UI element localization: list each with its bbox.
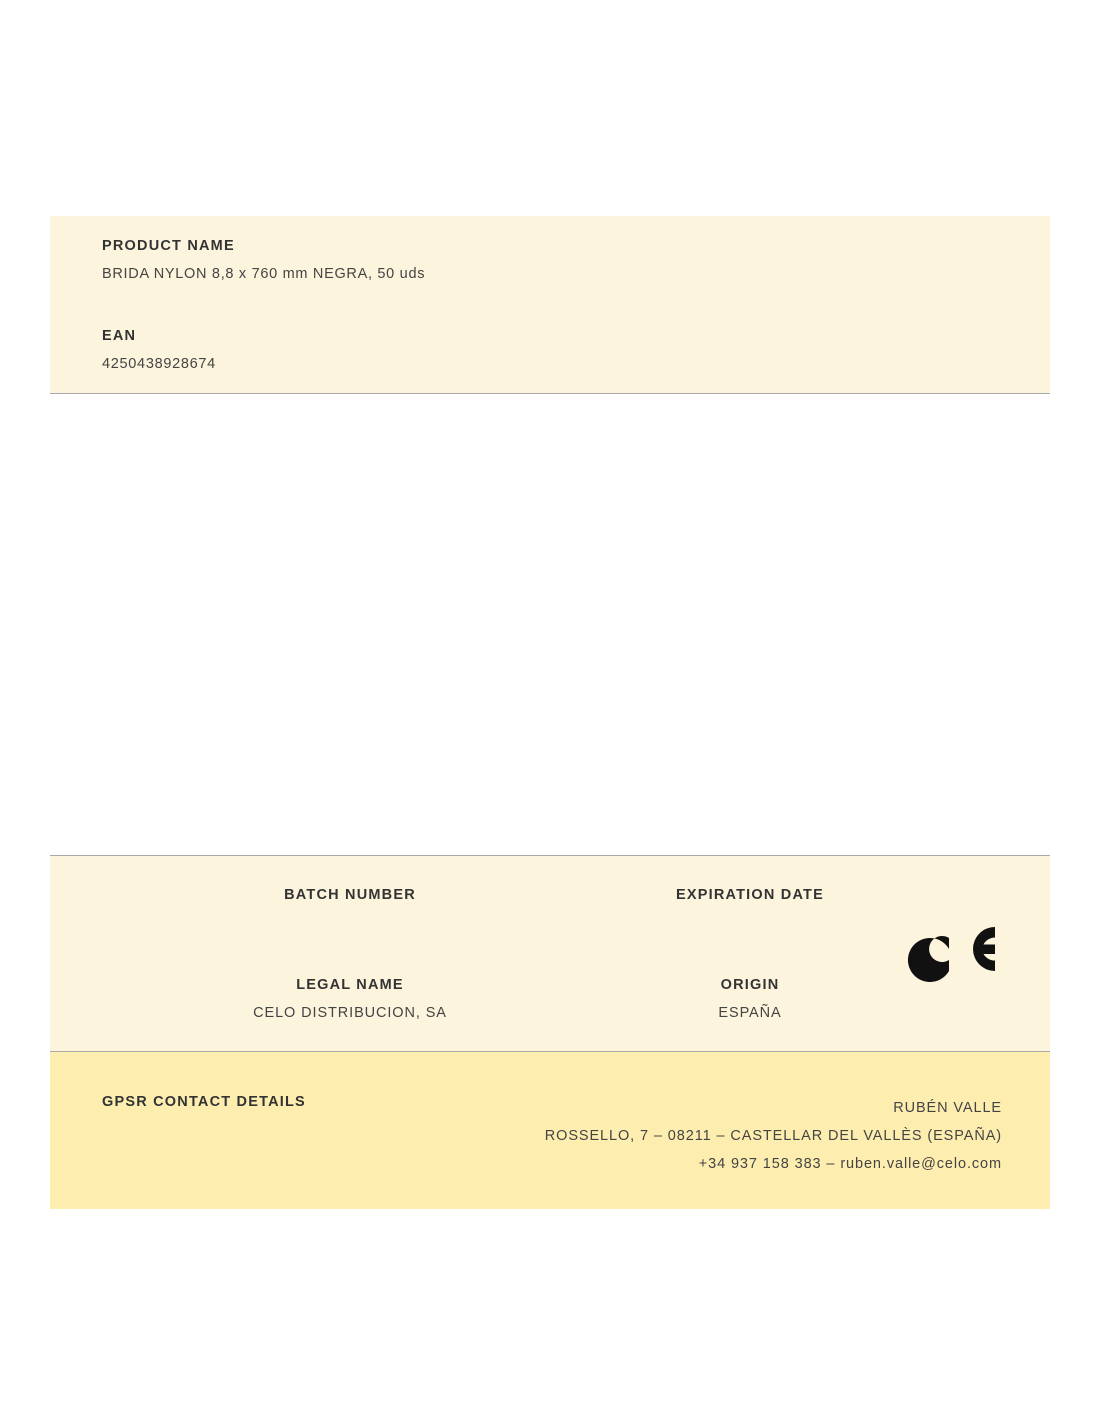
ean-value: 4250438928674 bbox=[102, 356, 216, 372]
product-name-value: BRIDA NYLON 8,8 x 760 mm NEGRA, 50 uds bbox=[102, 266, 426, 282]
batch-number-label: BATCH NUMBER bbox=[284, 887, 416, 903]
gpsr-contact-block bbox=[50, 1052, 1050, 1209]
gpsr-contact-lines bbox=[545, 1094, 1002, 1178]
gpsr-contact-name: RUBÉN VALLE bbox=[893, 1100, 1002, 1116]
batch-origin-block bbox=[50, 855, 1050, 1052]
legal-name-value: CELO DISTRIBUCION, SA bbox=[253, 1005, 447, 1021]
gpsr-contact-address: ROSSELLO, 7 – 08211 – CASTELLAR DEL VALLÈS (ESPAÑA) bbox=[544, 1128, 1002, 1144]
ean-label: EAN bbox=[102, 328, 137, 344]
ce-marking-icon bbox=[905, 918, 1015, 988]
origin-value: ESPAÑA bbox=[718, 1005, 782, 1021]
legal-name-label: LEGAL NAME bbox=[296, 977, 404, 993]
gpsr-contact-details-label: GPSR CONTACT DETAILS bbox=[102, 1094, 306, 1110]
product-name-label: PRODUCT NAME bbox=[102, 238, 235, 254]
origin-label: ORIGIN bbox=[720, 977, 780, 993]
product-info-block bbox=[50, 216, 1050, 394]
expiration-date-label: EXPIRATION DATE bbox=[676, 887, 824, 903]
gpsr-contact-phone-email: +34 937 158 383 – ruben.valle@celo.com bbox=[698, 1156, 1002, 1172]
